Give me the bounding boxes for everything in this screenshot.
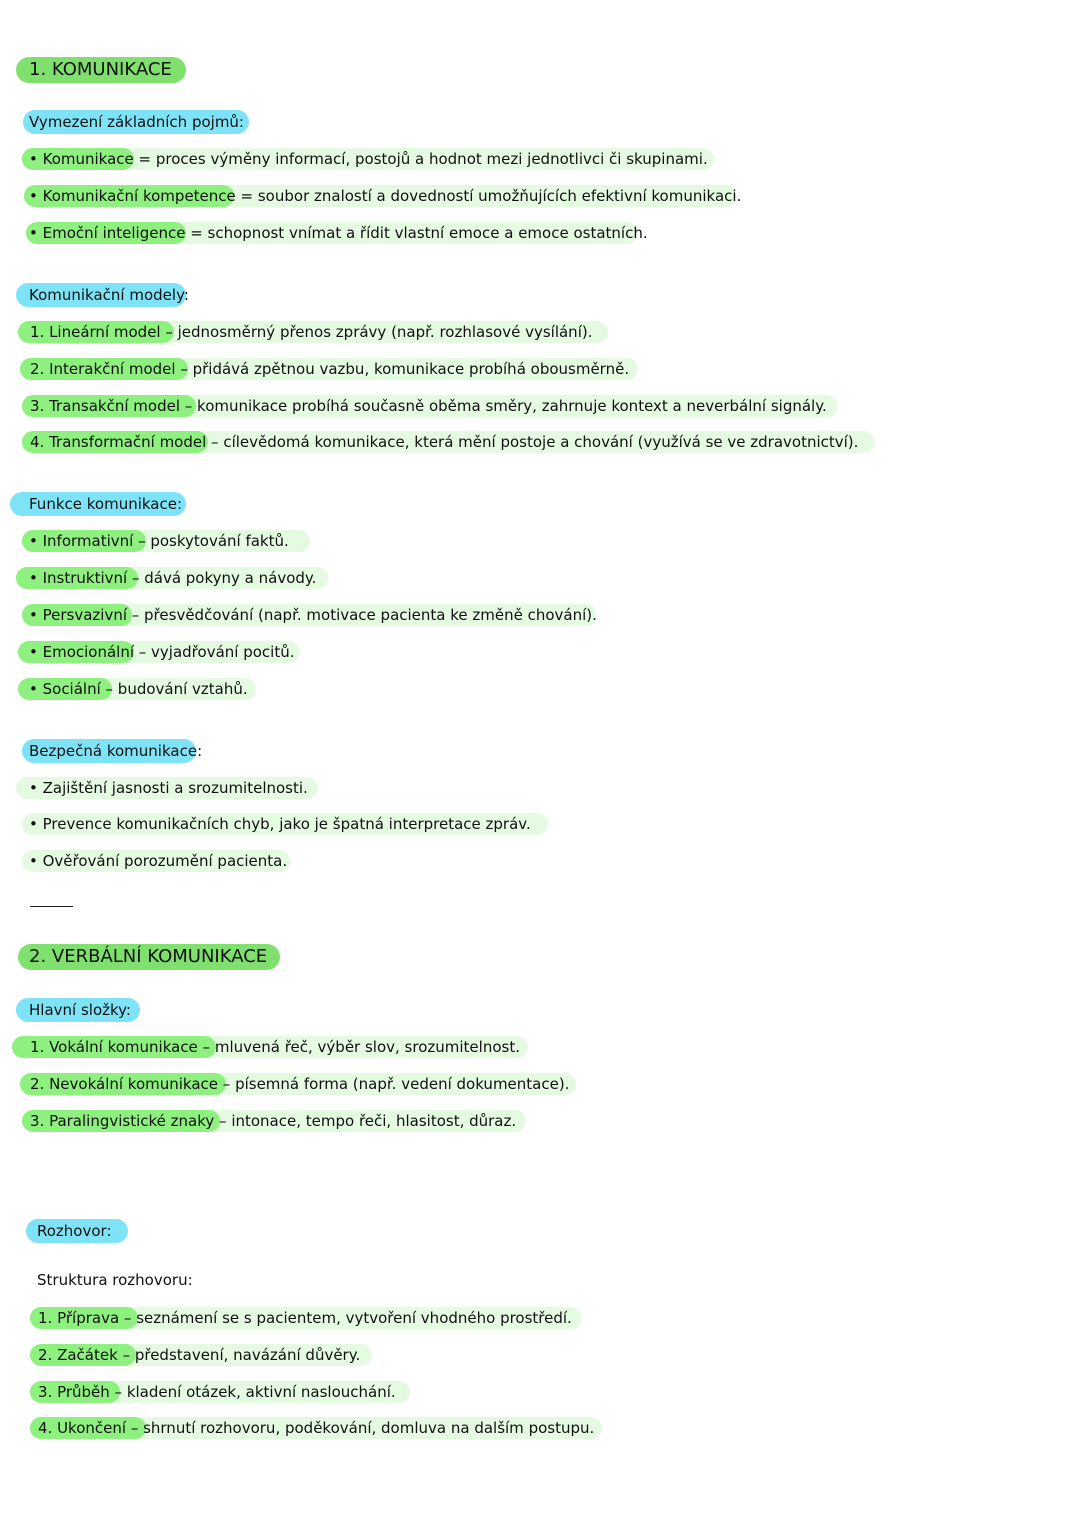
list-item: 2. Začátek – představení, navázání důvěry.: [38, 1346, 361, 1364]
section-title-verbalni-komunikace: 2. VERBÁLNÍ KOMUNIKACE: [29, 946, 268, 967]
section-title-komunikace: 1. KOMUNIKACE: [29, 59, 172, 80]
list-item: • Sociální – budování vztahů.: [29, 680, 248, 698]
list-item: • Emocionální – vyjadřování pocitů.: [29, 643, 295, 661]
list-item: • Informativní – poskytování faktů.: [29, 532, 289, 550]
list-item: • Persvazivní – přesvědčování (např. motivace pacienta ke změně chování).: [29, 606, 597, 624]
list-item: • Emoční inteligence = schopnost vnímat a řídit vlastní emoce a emoce ostatních.: [29, 224, 648, 242]
list-item: 3. Paralingvistické znaky – intonace, tempo řeči, hlasitost, důraz.: [30, 1112, 517, 1130]
section-divider: [30, 906, 73, 907]
list-item: 1. Lineární model – jednosměrný přenos zprávy (např. rozhlasové vysílání).: [30, 323, 593, 341]
heading-hlavni-slozky: Hlavní složky:: [29, 1001, 131, 1019]
list-item: 1. Příprava – seznámení se s pacientem, vytvoření vhodného prostředí.: [38, 1309, 572, 1327]
heading-funkce-komunikace: Funkce komunikace:: [29, 495, 183, 513]
heading-zakladni-pojmy: Vymezení základních pojmů:: [29, 113, 244, 131]
list-item: • Zajištění jasnosti a srozumitelnosti.: [29, 779, 308, 797]
list-item: 1. Vokální komunikace – mluvená řeč, výběr slov, srozumitelnost.: [30, 1038, 520, 1056]
list-item: • Komunikace = proces výměny informací, postojů a hodnot mezi jednotlivci či skupinami.: [29, 150, 708, 168]
list-item: 3. Průběh – kladení otázek, aktivní naslouchání.: [38, 1383, 396, 1401]
subheading-struktura-rozhovoru: Struktura rozhovoru:: [37, 1271, 193, 1289]
list-item: • Prevence komunikačních chyb, jako je špatná interpretace zpráv.: [29, 815, 531, 833]
heading-bezpecna-komunikace: Bezpečná komunikace:: [29, 742, 203, 760]
list-item: 4. Ukončení – shrnutí rozhovoru, poděkování, domluva na dalším postupu.: [38, 1419, 595, 1437]
list-item: 2. Interakční model – přidává zpětnou vazbu, komunikace probíhá obousměrně.: [30, 360, 630, 378]
list-item: • Instruktivní – dává pokyny a návody.: [29, 569, 317, 587]
list-item: • Komunikační kompetence = soubor znalostí a dovedností umožňujících efektivní komunikaci.: [29, 187, 742, 205]
heading-komunikacni-modely: Komunikační modely:: [29, 286, 189, 304]
list-item: • Ověřování porozumění pacienta.: [29, 852, 288, 870]
list-item: 3. Transakční model – komunikace probíhá současně oběma směry, zahrnuje kontext a neverbální signály.: [30, 397, 827, 415]
list-item: 4. Transformační model – cílevědomá komunikace, která mění postoje a chování (využívá se ve zdravotnictví).: [30, 433, 859, 451]
heading-rozhovor: Rozhovor:: [37, 1222, 112, 1240]
list-item: 2. Nevokální komunikace – písemná forma (např. vedení dokumentace).: [30, 1075, 570, 1093]
